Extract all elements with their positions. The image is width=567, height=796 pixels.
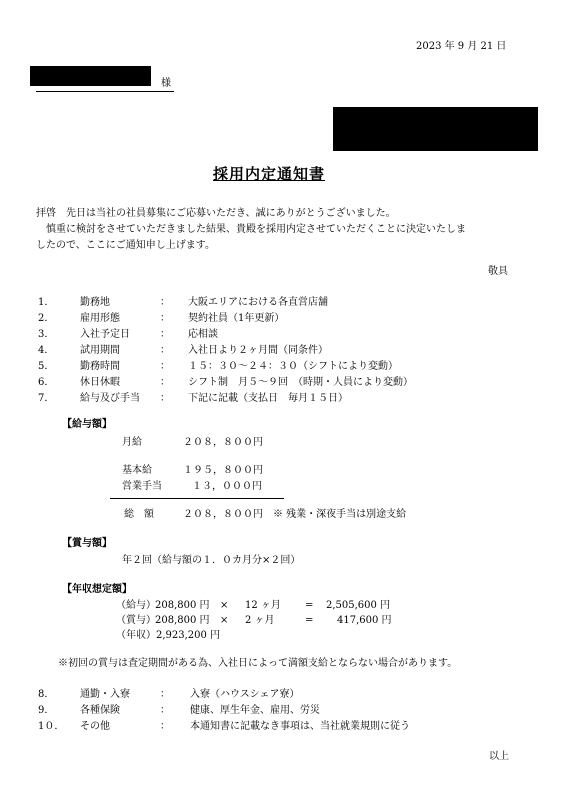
item-label: 給与及び手当 (80, 393, 140, 404)
item-value: 入寮（ハウスシェア寮） (190, 689, 300, 700)
item-separator: ： (160, 393, 170, 404)
item-label: 入社予定日 (80, 329, 130, 340)
item-separator: ： (160, 345, 170, 356)
issue-date: 2023 年 9 月 21 日 (416, 41, 507, 52)
item-number: 3． (38, 329, 55, 340)
intro-line-2: 慎重に検討をさせていただきました結果、貴殿を採用内定させていただくことに決定いたしま (36, 224, 466, 235)
item-value: １５：３０～２４：３０（シフトにより変動） (188, 361, 398, 372)
item-separator: ： (160, 361, 170, 372)
annual-row-equals: = (305, 615, 314, 626)
item-number: 1． (38, 297, 55, 308)
item-number: 9． (38, 705, 55, 716)
annual-row-times: × (220, 615, 229, 626)
annual-row-times: × (220, 600, 229, 611)
intro-line-3: したので、ここにご通知申し上げます。 (36, 240, 215, 251)
monthly-salary-value: ２０８，８００円 (183, 437, 263, 448)
sales-allowance-label: 営業手当 (122, 481, 162, 492)
total-value: ２０８，８００円 (183, 509, 263, 520)
item-separator: ： (160, 329, 170, 340)
annual-row-label: （賞与） (116, 615, 156, 626)
base-salary-value: １９５，８００円 (183, 465, 263, 476)
item-separator: ： (160, 313, 170, 324)
item-separator: ： (160, 705, 170, 716)
item-number: 7． (38, 393, 55, 404)
annual-yearly-total: （年収）2,923,200 円 (116, 630, 221, 641)
item-value: 大阪エリアにおける各直営店舗 (188, 297, 328, 308)
annual-row-result: 2,505,600 円 (326, 600, 391, 611)
item-value: 健康、厚生年金、雇用、労災 (190, 705, 320, 716)
annual-row-amount: 208,800 円 (155, 615, 210, 626)
annual-row-amount: 208,800 円 (155, 600, 210, 611)
item-number: 4． (38, 345, 55, 356)
annual-row-label: （給与） (116, 600, 156, 611)
item-value: 下記に記載（支払日 毎月１５日） (188, 393, 348, 404)
salary-heading: 【給与額】 (62, 419, 112, 430)
item-separator: ： (160, 721, 170, 732)
item-number: 8． (38, 689, 55, 700)
item-separator: ： (160, 377, 170, 388)
item-value: 本通知書に記載なき事項は、当社就業規則に従う (190, 721, 410, 732)
closing-ijou: 以上 (489, 751, 509, 762)
item-label: 勤務地 (80, 297, 110, 308)
base-salary-label: 基本給 (122, 465, 152, 476)
item-label: 勤務時間 (80, 361, 120, 372)
item-number: 6． (38, 377, 55, 388)
annual-heading: 【年収想定額】 (62, 584, 132, 595)
annual-row-result: 417,600 円 (337, 615, 392, 626)
item-label: 各種保険 (80, 705, 120, 716)
total-divider (110, 498, 284, 499)
item-value: 入社日より２ヶ月間（同条件） (188, 345, 328, 356)
annual-row-months: 2 ヶ月 (245, 615, 275, 626)
closing-keigu: 敬具 (488, 266, 508, 277)
item-label: その他 (80, 721, 110, 732)
item-separator: ： (160, 689, 170, 700)
item-number: 1０． (38, 721, 65, 732)
item-value: 契約社員（1年更新） (188, 313, 285, 324)
item-label: 試用期間 (80, 345, 120, 356)
annual-row-months: 12 ヶ月 (245, 600, 281, 611)
bonus-text: 年２回（給与額の１．０カ月分×２回） (122, 555, 301, 566)
sales-allowance-value: １３，０００円 (192, 481, 262, 492)
item-separator: ： (160, 297, 170, 308)
intro-line-1: 拝啓 先日は当社の社員募集にご応募いただき、誠にありがとうございました。 (36, 208, 396, 219)
total-label: 総 額 (124, 509, 154, 520)
item-label: 休日休暇 (80, 377, 120, 388)
bonus-note: ※初回の賞与は査定期間がある為、入社日によって満額支給とならない場合があります。 (58, 658, 458, 669)
item-value: シフト制 月５～９回 （時期・人員により変動） (188, 377, 413, 388)
monthly-salary-label: 月給 (122, 437, 142, 448)
recipient-underline (36, 91, 174, 92)
company-info-redaction (333, 107, 538, 151)
bonus-heading: 【賞与額】 (62, 538, 112, 549)
item-number: 5． (38, 361, 55, 372)
annual-row-equals: = (305, 600, 314, 611)
item-label: 通勤・入寮 (80, 689, 130, 700)
recipient-name-redaction (30, 66, 151, 86)
item-value: 応相談 (188, 329, 218, 340)
item-number: 2． (38, 313, 55, 324)
item-label: 雇用形態 (80, 313, 120, 324)
overtime-note: ※ 残業・深夜手当は別途支給 (273, 509, 407, 520)
document-title: 採用内定通知書 (213, 165, 326, 183)
recipient-honorific: 様 (161, 78, 171, 89)
